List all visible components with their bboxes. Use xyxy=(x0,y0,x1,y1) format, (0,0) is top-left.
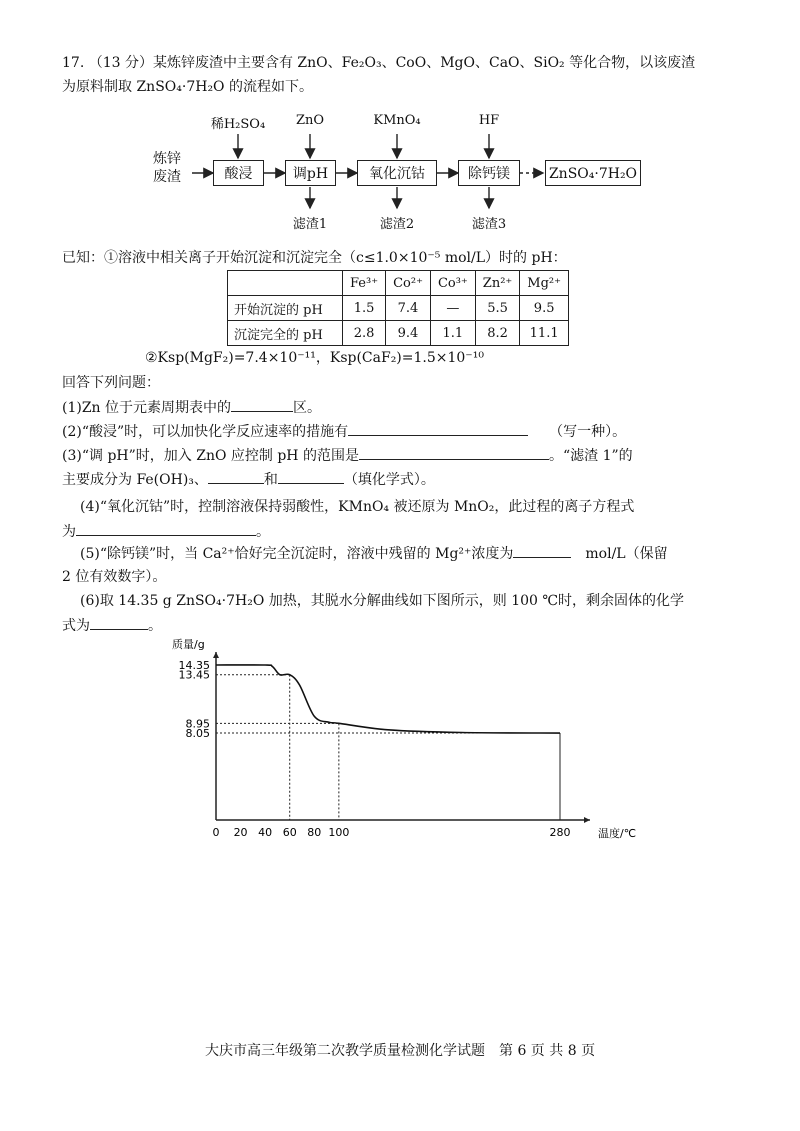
question-intro-line1: 17. （13 分）某炼锌废渣中主要含有 ZnO、Fe₂O₃、CoO、MgO、CaO、SiO₂ 等化合物，以该废渣 xyxy=(62,55,696,71)
subquestion-4: (4)“氧化沉钴”时，控制溶液保持弱酸性，KMnO₄ 被还原为 MnO₂，此过程的离子方程式 xyxy=(80,499,635,515)
q1-text: (1)Zn 位于元素周期表中的 xyxy=(62,400,232,416)
reagent-kmno4: KMnO₄ xyxy=(373,113,421,128)
y-tick-label: 13.45 xyxy=(178,668,210,682)
ion-header: Zn²⁺ xyxy=(475,271,519,296)
x-axis-arrow xyxy=(584,817,590,823)
subquestion-6: (6)取 14.35 g ZnSO₄·7H₂O 加热，其脱水分解曲线如下图所示，则 100 ℃时，剩余固体的化学 xyxy=(80,593,685,609)
q6-prefix: 式为 xyxy=(62,618,90,634)
table-cell: 5.5 xyxy=(475,296,519,321)
y-tick-label: 14.35 xyxy=(178,659,210,672)
table-cell: 11.1 xyxy=(520,321,569,346)
x-tick-label: 100 xyxy=(328,826,350,839)
ion-header: Fe³⁺ xyxy=(343,271,386,296)
residue-1: 滤渣1 xyxy=(292,217,328,232)
row-label: 开始沉淀的 pH xyxy=(228,296,343,321)
y-tick-label: 8.05 xyxy=(185,727,210,741)
q4-prefix: 为 xyxy=(62,524,76,540)
q2-suffix: （写一种）。 xyxy=(556,424,627,440)
answer-prompt: 回答下列问题： xyxy=(62,375,160,391)
ion-header: Mg²⁺ xyxy=(520,271,569,296)
x-tick-label: 0 xyxy=(212,826,220,839)
reagent-zno: ZnO xyxy=(295,113,325,128)
raw-material-line1: 炼锌 xyxy=(153,151,181,167)
residue-3: 滤渣3 xyxy=(471,217,507,232)
row-label: 沉淀完全的 pH xyxy=(228,321,343,346)
step-oxidize-cobalt: 氧化沉钴 xyxy=(357,160,437,186)
x-tick-label: 20 xyxy=(233,826,248,839)
product-box: ZnSO₄·7H₂O xyxy=(545,160,641,186)
x-axis-label: 温度/℃ xyxy=(598,827,637,840)
table-cell: 1.5 xyxy=(343,296,386,321)
q5-text: (5)“除钙镁”时，当 Ca²⁺恰好完全沉淀时，溶液中残留的 Mg²⁺浓度为 xyxy=(80,546,514,562)
x-tick-label: 40 xyxy=(258,826,273,839)
ion-header: Co³⁺ xyxy=(430,271,475,296)
y-axis-label: 质量/g xyxy=(172,638,205,651)
q4-suffix: 。 xyxy=(256,524,270,540)
step-remove-ca-mg: 除钙镁 xyxy=(458,160,520,186)
y-axis-arrow xyxy=(213,652,219,658)
q3-and: 和 xyxy=(263,472,278,488)
dehydration-curve xyxy=(216,665,560,733)
q3-residue-prompt: 。“滤渣 1”的 xyxy=(548,448,633,464)
q3-text: (3)“调 pH”时，加入 ZnO 应控制 pH 的范围是 xyxy=(62,448,359,464)
reagent-sulfuric-acid: 稀H₂SO₄ xyxy=(210,117,266,132)
x-tick-label: 60 xyxy=(282,826,297,839)
ksp-values: ②Ksp(MgF₂)=7.4×10⁻¹¹，Ksp(CaF₂)=1.5×10⁻¹⁰ xyxy=(145,350,484,366)
q2-text: (2)“酸浸”时，可以加快化学反应速率的措施有 xyxy=(62,424,349,440)
known-intro: 已知：①溶液中相关离子开始沉淀和沉淀完全（c≤1.0×10⁻⁵ mol/L）时的 pH： xyxy=(62,250,567,266)
step-adjust-ph: 调pH xyxy=(285,160,336,186)
x-tick-label: 280 xyxy=(549,826,571,839)
table-cell: 8.2 xyxy=(475,321,519,346)
step-acid-leach: 酸浸 xyxy=(213,160,264,186)
raw-material-line2: 废渣 xyxy=(153,169,181,185)
table-cell: 9.4 xyxy=(386,321,431,346)
subquestion-5-cont: 2 位有效数字）。 xyxy=(62,569,167,585)
reagent-hf: HF xyxy=(478,113,500,128)
question-intro-line2: 为原料制取 ZnSO₄·7H₂O 的流程如下。 xyxy=(62,79,313,95)
q3-suffix: （填化学式）。 xyxy=(343,472,435,488)
q6-suffix: 。 xyxy=(148,618,162,634)
q1-suffix: 区。 xyxy=(293,400,322,416)
table-cell: 7.4 xyxy=(386,296,431,321)
ion-header: Co²⁺ xyxy=(386,271,431,296)
y-tick-label: 8.95 xyxy=(185,717,210,731)
q3-residue-text: 主要成分为 Fe(OH)₃、 xyxy=(62,472,208,488)
table-cell: 2.8 xyxy=(343,321,386,346)
x-tick-label: 80 xyxy=(307,826,322,839)
q5-unit: mol/L（保留 xyxy=(585,546,668,562)
residue-2: 滤渣2 xyxy=(379,217,415,232)
page-footer: 大庆市高三年级第二次教学质量检测化学试题 第 6 页 共 8 页 xyxy=(205,1043,596,1059)
table-cell: — xyxy=(430,296,475,321)
table-cell: 9.5 xyxy=(520,296,569,321)
table-cell: 1.1 xyxy=(430,321,475,346)
